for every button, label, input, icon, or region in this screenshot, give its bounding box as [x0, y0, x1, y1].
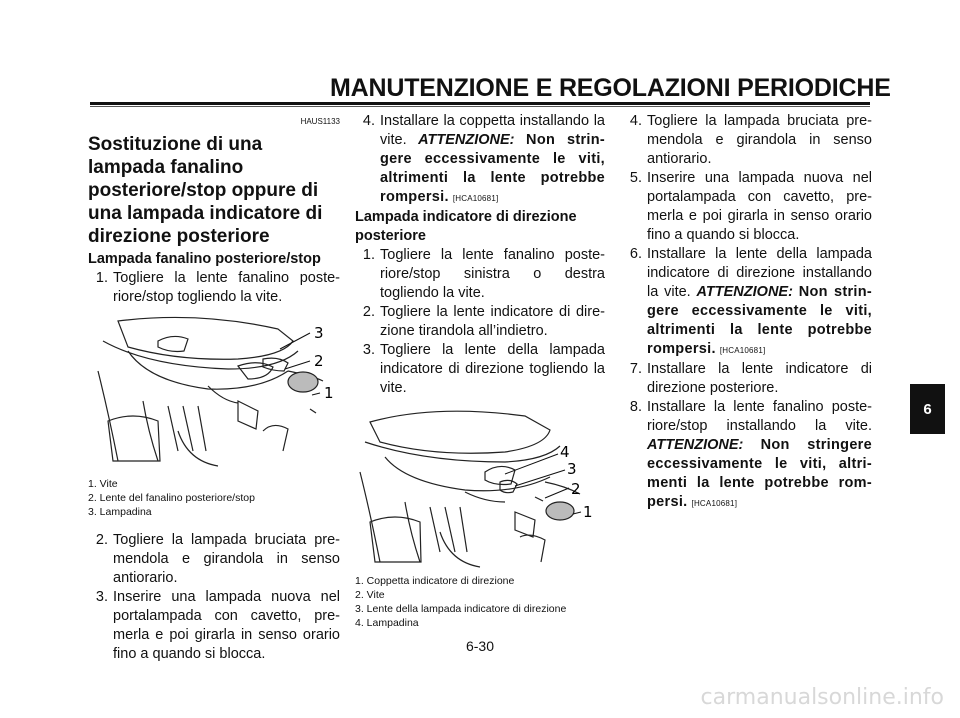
caption-item: 2. Vite: [355, 589, 385, 601]
step-text: Togliere la lampada bruciata pre- mendola e girandola in senso antiorario.: [647, 113, 872, 167]
step-text: [380, 112, 605, 208]
caption-item: 3. Lampadina: [88, 506, 152, 518]
step-item: [622, 169, 872, 245]
step-item: [622, 112, 872, 169]
section-code: HAUS1133: [300, 117, 340, 126]
warning-label: ATTENZIONE:: [647, 437, 744, 453]
warning-code: [HCA10681]: [691, 499, 738, 508]
step-number: 4.: [629, 113, 642, 129]
warning-label: ATTENZIONE:: [418, 132, 515, 148]
step-item: [355, 112, 605, 208]
step-number: 4.: [362, 113, 375, 129]
warning-text: Non stringere eccessivamente le viti, altri- menti la lente potrebbe rom- persi.: [647, 437, 872, 510]
caption-item: 2. Lente del fanalino posteriore/stop: [88, 492, 255, 504]
step-item: [88, 269, 340, 307]
step-number: 6.: [629, 246, 642, 262]
callout-3: 3: [567, 460, 577, 478]
section-title: Sostituzione di una lampada fanalino posteriore/stop oppure di una lampada indicatore di direzione posteriore: [88, 134, 323, 247]
step-text-main: Installare la lente fanalino poste- riore/stop installando la vite.: [647, 399, 872, 434]
caption-item: 4. Lampadina: [355, 617, 419, 629]
step-number: 1.: [362, 247, 375, 263]
step-text: Inserire una lampada nuova nel portalampada con cavetto, pre- merla e poi girarla in senso orario fino a quando si blocca.: [113, 589, 340, 662]
step-text: Togliere la lente della lampada indicatore di direzione togliendo la vite.: [380, 342, 605, 396]
callout-2: 2: [314, 352, 324, 370]
turn-signal-illustration: [355, 402, 605, 570]
step-item: [88, 531, 340, 588]
step-text: [647, 245, 872, 360]
step-number: 2.: [362, 304, 375, 320]
step-number: 8.: [629, 399, 642, 415]
step-item: [355, 341, 605, 398]
callout-4: 4: [560, 443, 570, 461]
column-left: [88, 112, 340, 664]
taillight-illustration: [88, 311, 340, 473]
step-text: Inserire una lampada nuova nel portalampada con cavetto, pre- merla e poi girarla in senso orario fino a quando si blocca.: [647, 170, 872, 243]
chapter-tab: 6: [910, 384, 945, 434]
caption-item: 1. Vite: [88, 478, 118, 490]
subsection-title-turn-signal: Lampada indicatore di direzione posteriore: [355, 209, 577, 244]
callout-3: 3: [314, 324, 324, 342]
step-text: Togliere la lente fanalino poste- riore/stop togliendo la vite.: [113, 270, 340, 305]
callout-2: 2: [571, 480, 581, 498]
step-item: [622, 360, 872, 398]
header-rule-thin: [90, 106, 870, 107]
caption-item: 1. Coppetta indicatore di direzione: [355, 575, 515, 587]
warning-text: Non strin- gere eccessivamente le viti, altrimenti la lente potrebbe rompersi.: [380, 132, 606, 205]
step-item: [355, 303, 605, 341]
step-number: 1.: [95, 270, 108, 286]
step-item: [355, 246, 605, 303]
watermark: carmanualsonline.info: [700, 685, 944, 710]
step-number: 2.: [95, 532, 108, 548]
warning-label: ATTENZIONE:: [696, 284, 793, 300]
step-text: Installare la lente indicatore di direzione posteriore.: [647, 361, 872, 396]
subsection-title-taillight: Lampada fanalino posteriore/stop: [88, 251, 321, 267]
step-text-main: Installare la lente della lampada indicatore di direzione installando la vite.: [647, 246, 872, 300]
callout-1: 1: [583, 503, 593, 521]
step-text: [647, 398, 872, 513]
step-text-main: Installare la coppetta installando la vite.: [380, 113, 605, 148]
step-item: [622, 398, 872, 513]
step-text: Togliere la lampada bruciata pre- mendola e girandola in senso antiorario.: [113, 532, 340, 586]
step-text: Togliere la lente indicatore di dire- zione tirandola all’indietro.: [380, 304, 605, 339]
step-number: 5.: [629, 170, 642, 186]
warning-code: [HCA10681]: [719, 346, 766, 355]
step-number: 7.: [629, 361, 642, 377]
header-rule: [90, 102, 870, 105]
figure-caption-list: [88, 477, 340, 519]
page-number: 6-30: [465, 638, 495, 654]
step-number: 3.: [95, 589, 108, 605]
column-middle: [355, 112, 605, 630]
step-item: [622, 245, 872, 360]
page-header-title: MANUTENZIONE E REGOLAZIONI PERIODICHE: [330, 74, 891, 102]
callout-1: 1: [324, 384, 334, 402]
warning-text: Non strin- gere eccessivamente le viti, altrimenti la lente potrebbe rompersi.: [647, 284, 873, 357]
warning-code: [HCA10681]: [452, 194, 499, 203]
figure-caption-list: [355, 574, 605, 630]
column-right: [622, 112, 872, 513]
step-text: Togliere la lente fanalino poste- riore/stop sinistra o destra togliendo la vite.: [380, 247, 605, 301]
caption-item: 3. Lente della lampada indicatore di direzione: [355, 603, 567, 615]
step-number: 3.: [362, 342, 375, 358]
